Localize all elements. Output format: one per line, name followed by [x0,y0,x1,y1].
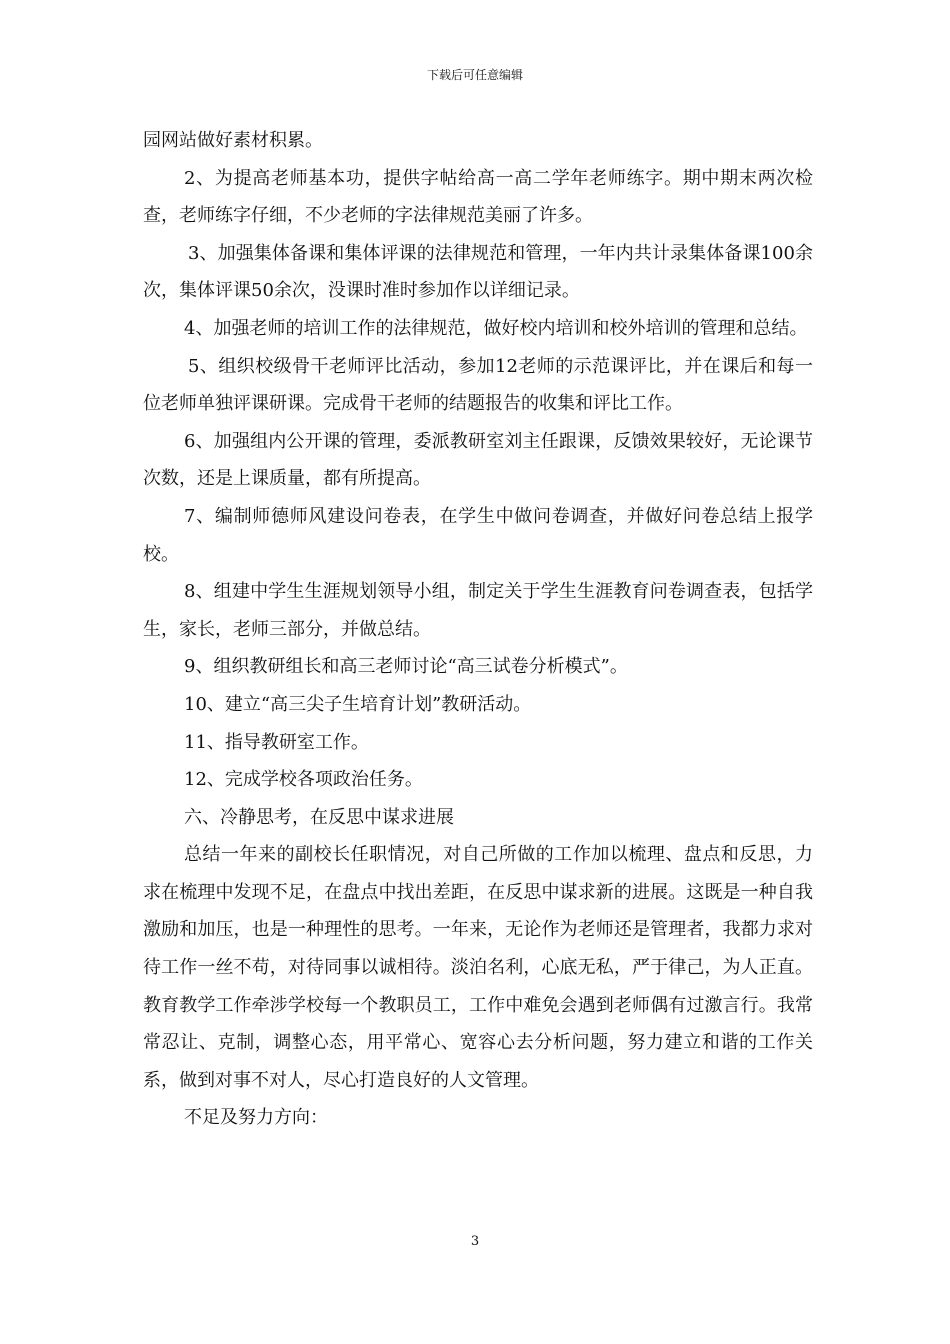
paragraph-item-5: 5、组织校级骨干老师评比活动，参加12老师的示范课评比，并在课后和每一位老师单独评课研课。完成骨干老师的结题报告的收集和评比工作。 [143,355,813,415]
paragraph-summary: 总结一年来的副校长任职情况，对自己所做的工作加以梳理、盘点和反思，力求在梳理中发现不足，在盘点中找出差距，在反思中谋求新的进展。这既是一种自我激励和加压，也是一种理性的思考。一年来，无论作为老师还是管理者，我都力求对待工作一丝不苟，对待同事以诚相待。淡泊名利，心底无私，严于律己，为人正直。教育教学工作牵涉学校每一个教职员工，工作中难免会遇到老师偶有过激言行。我常常忍让、克制，调整心态，用平常心、宽容心去分析问题，努力建立和谐的工作关系，做到对事不对人，尽心打造良好的人文管理。 [143,844,813,1091]
paragraph-item-9: 9、组织教研组长和高三老师讨论“高三试卷分析模式”。 [184,656,628,678]
paragraph-item-11: 11、指导教研室工作。 [184,731,369,753]
page-header: 下载后可任意编辑 [426,68,523,82]
section-heading: 六、冷静思考，在反思中谋求进展 [184,806,454,828]
page-number: 3 [470,1234,480,1249]
paragraph-item-4: 4、加强老师的培训工作的法律规范，做好校内培训和校外培训的管理和总结。 [184,317,808,339]
paragraph-shortcomings-heading: 不足及努力方向： [184,1107,328,1129]
paragraph-item-2: 2、为提高老师基本功，提供字帖给高一高二学年老师练字。期中期末两次检查，老师练字仔细，不少老师的字法律规范美丽了许多。 [143,167,813,227]
document-body [143,122,813,1137]
paragraph-item-10: 10、建立“高三尖子生培育计划”教研活动。 [184,693,532,715]
paragraph-item-7: 7、编制师德师风建设问卷表，在学生中做问卷调查，并做好问卷总结上报学校。 [143,505,813,565]
paragraph-item-8: 8、组建中学生生涯规划领导小组，制定关于学生生涯教育问卷调查表，包括学生，家长，老师三部分，并做总结。 [143,581,813,640]
paragraph-item-3: 3、加强集体备课和集体评课的法律规范和管理，一年内共计录集体备课100余次，集体评课50余次，没课时准时参加作以详细记录。 [143,242,813,302]
paragraph-item-12: 12、完成学校各项政治任务。 [184,769,423,791]
paragraph-item-6: 6、加强组内公开课的管理，委派教研室刘主任跟课，反馈效果较好，无论课节次数，还是上课质量，都有所提高。 [143,430,813,490]
paragraph-continuation: 园网站做好素材积累。 [143,130,323,151]
